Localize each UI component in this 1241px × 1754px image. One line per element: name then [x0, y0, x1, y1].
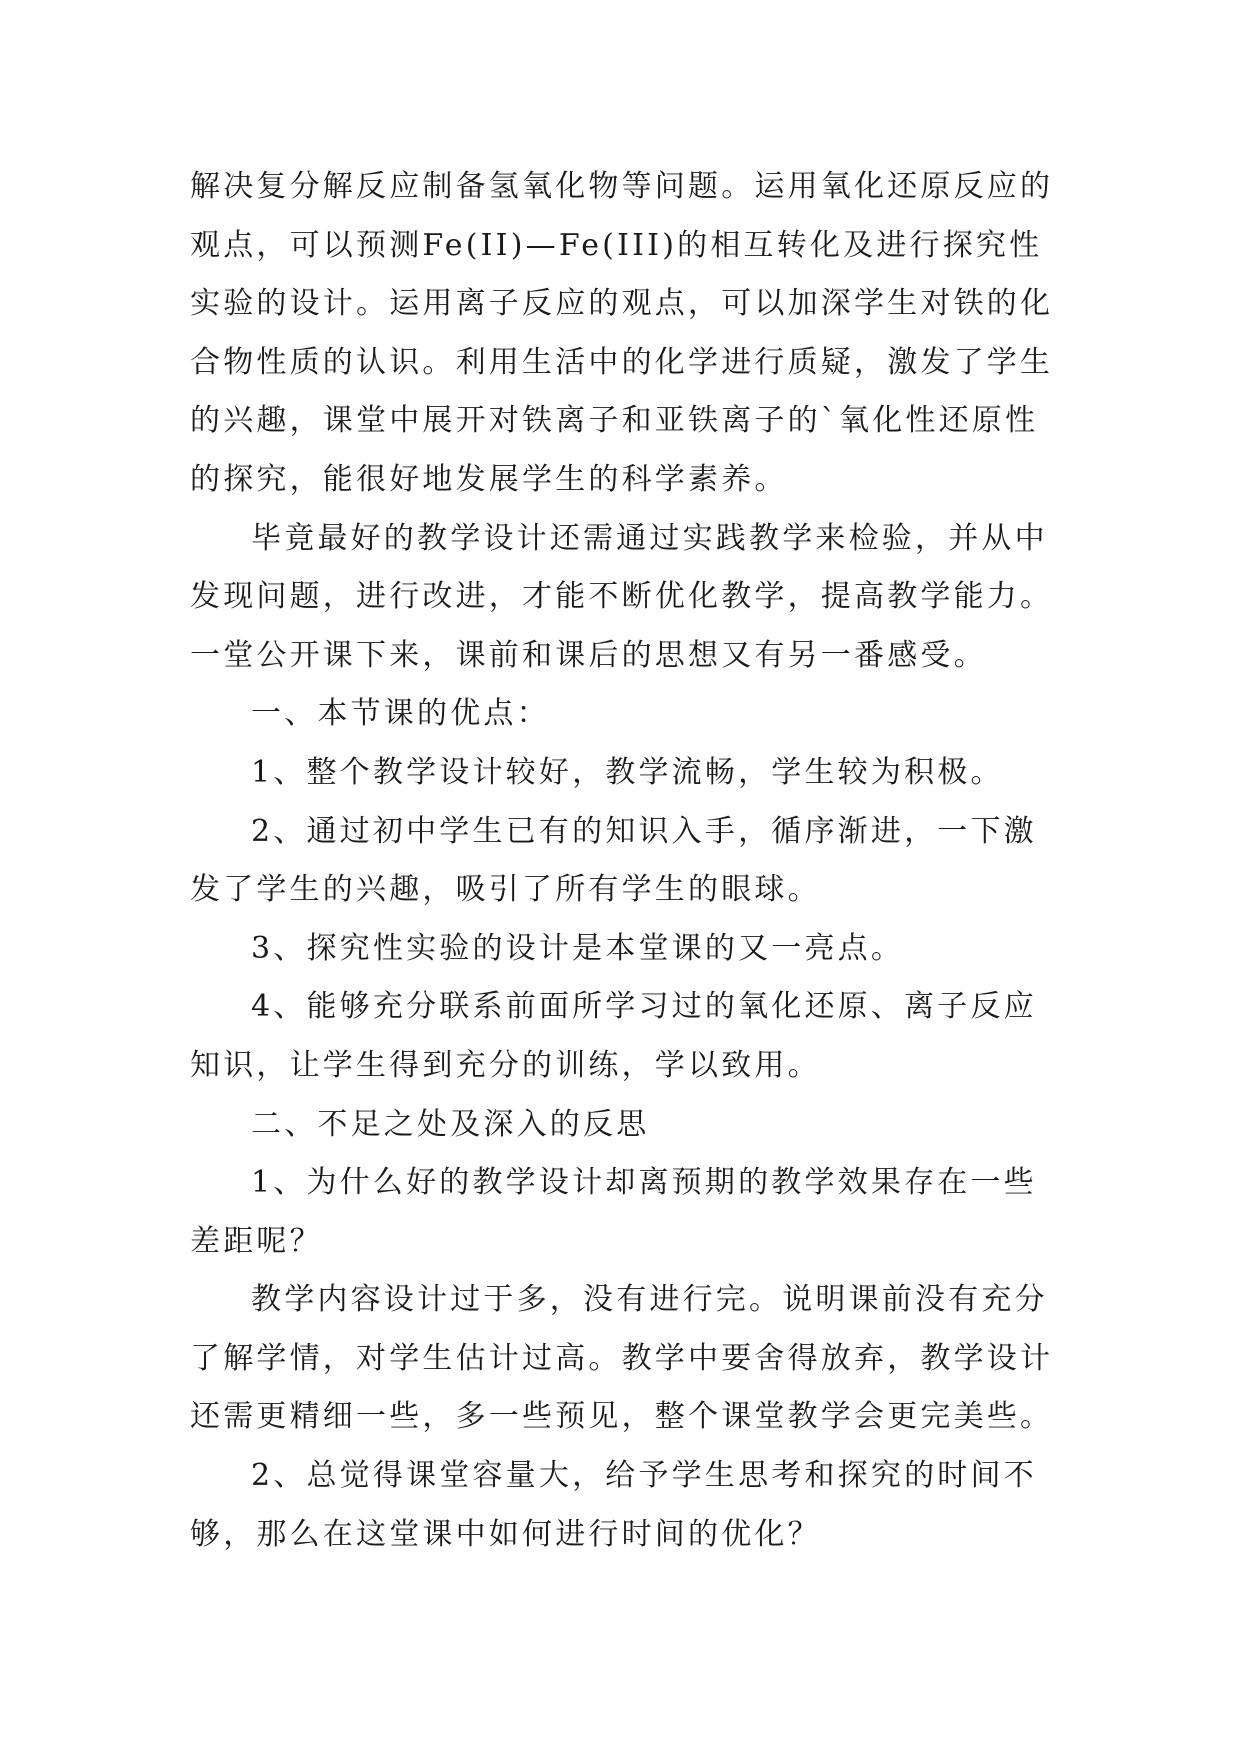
paragraph-start-line: 教学内容设计过于多，没有进行完。说明课前没有充分 [251, 1282, 1048, 1318]
body-text [190, 158, 1060, 1564]
text-line: 合物性质的认识。利用生活中的化学进行质疑，激发了学生 [190, 344, 1054, 380]
list-item: 3、探究性实验的设计是本堂课的又一亮点。 [251, 930, 905, 966]
text-line: 发现问题，进行改进，才能不断优化教学，提高教学能力。 [190, 579, 1054, 615]
text-line: 一堂公开课下来，课前和课后的思想又有另一番感受。 [190, 637, 987, 673]
list-item: 2、总觉得课堂容量大，给予学生思考和探究的时间不 [251, 1458, 1037, 1494]
list-item: 2、通过初中学生已有的知识入手，循序渐进，一下激 [251, 813, 1037, 849]
text-line: 解决复分解反应制备氢氧化物等问题。运用氧化还原反应的 [190, 169, 1054, 204]
section-heading-reflection: 二、不足之处及深入的反思 [251, 1106, 650, 1142]
text-line: 差距呢？ [190, 1223, 323, 1259]
text-line: 的探究，能很好地发展学生的科学素养。 [190, 461, 788, 497]
list-item: 1、为什么好的教学设计却离预期的教学效果存在一些 [251, 1165, 1037, 1201]
text-line: 知识，让学生得到充分的训练，学以致用。 [190, 1047, 821, 1083]
list-item: 4、能够充分联系前面所学习过的氧化还原、离子反应 [251, 989, 1037, 1025]
text-line: 够，那么在这堂课中如何进行时间的优化？ [190, 1516, 821, 1552]
list-item: 1、整个教学设计较好，教学流畅，学生较为积极。 [251, 754, 1004, 790]
section-heading-advantages: 一、本节课的优点： [251, 696, 550, 732]
text-line: 了解学情，对学生估计过高。教学中要舍得放弃，教学设计 [190, 1340, 1054, 1376]
text-line: 还需更精细一些，多一些预见，整个课堂教学会更完美些。 [190, 1399, 1054, 1435]
text-line: 实验的设计。运用离子反应的观点，可以加深学生对铁的化 [190, 286, 1054, 322]
paragraph-start-line: 毕竟最好的教学设计还需通过实践教学来检验，并从中 [251, 520, 1048, 556]
text-line: 的兴趣，课堂中展开对铁离子和亚铁离子的`氧化性还原性 [190, 403, 1039, 439]
text-line: 发了学生的兴趣，吸引了所有学生的眼球。 [190, 872, 821, 908]
text-line: 观点，可以预测Fe(II)—Fe(III)的相互转化及进行探究性 [190, 227, 1043, 263]
